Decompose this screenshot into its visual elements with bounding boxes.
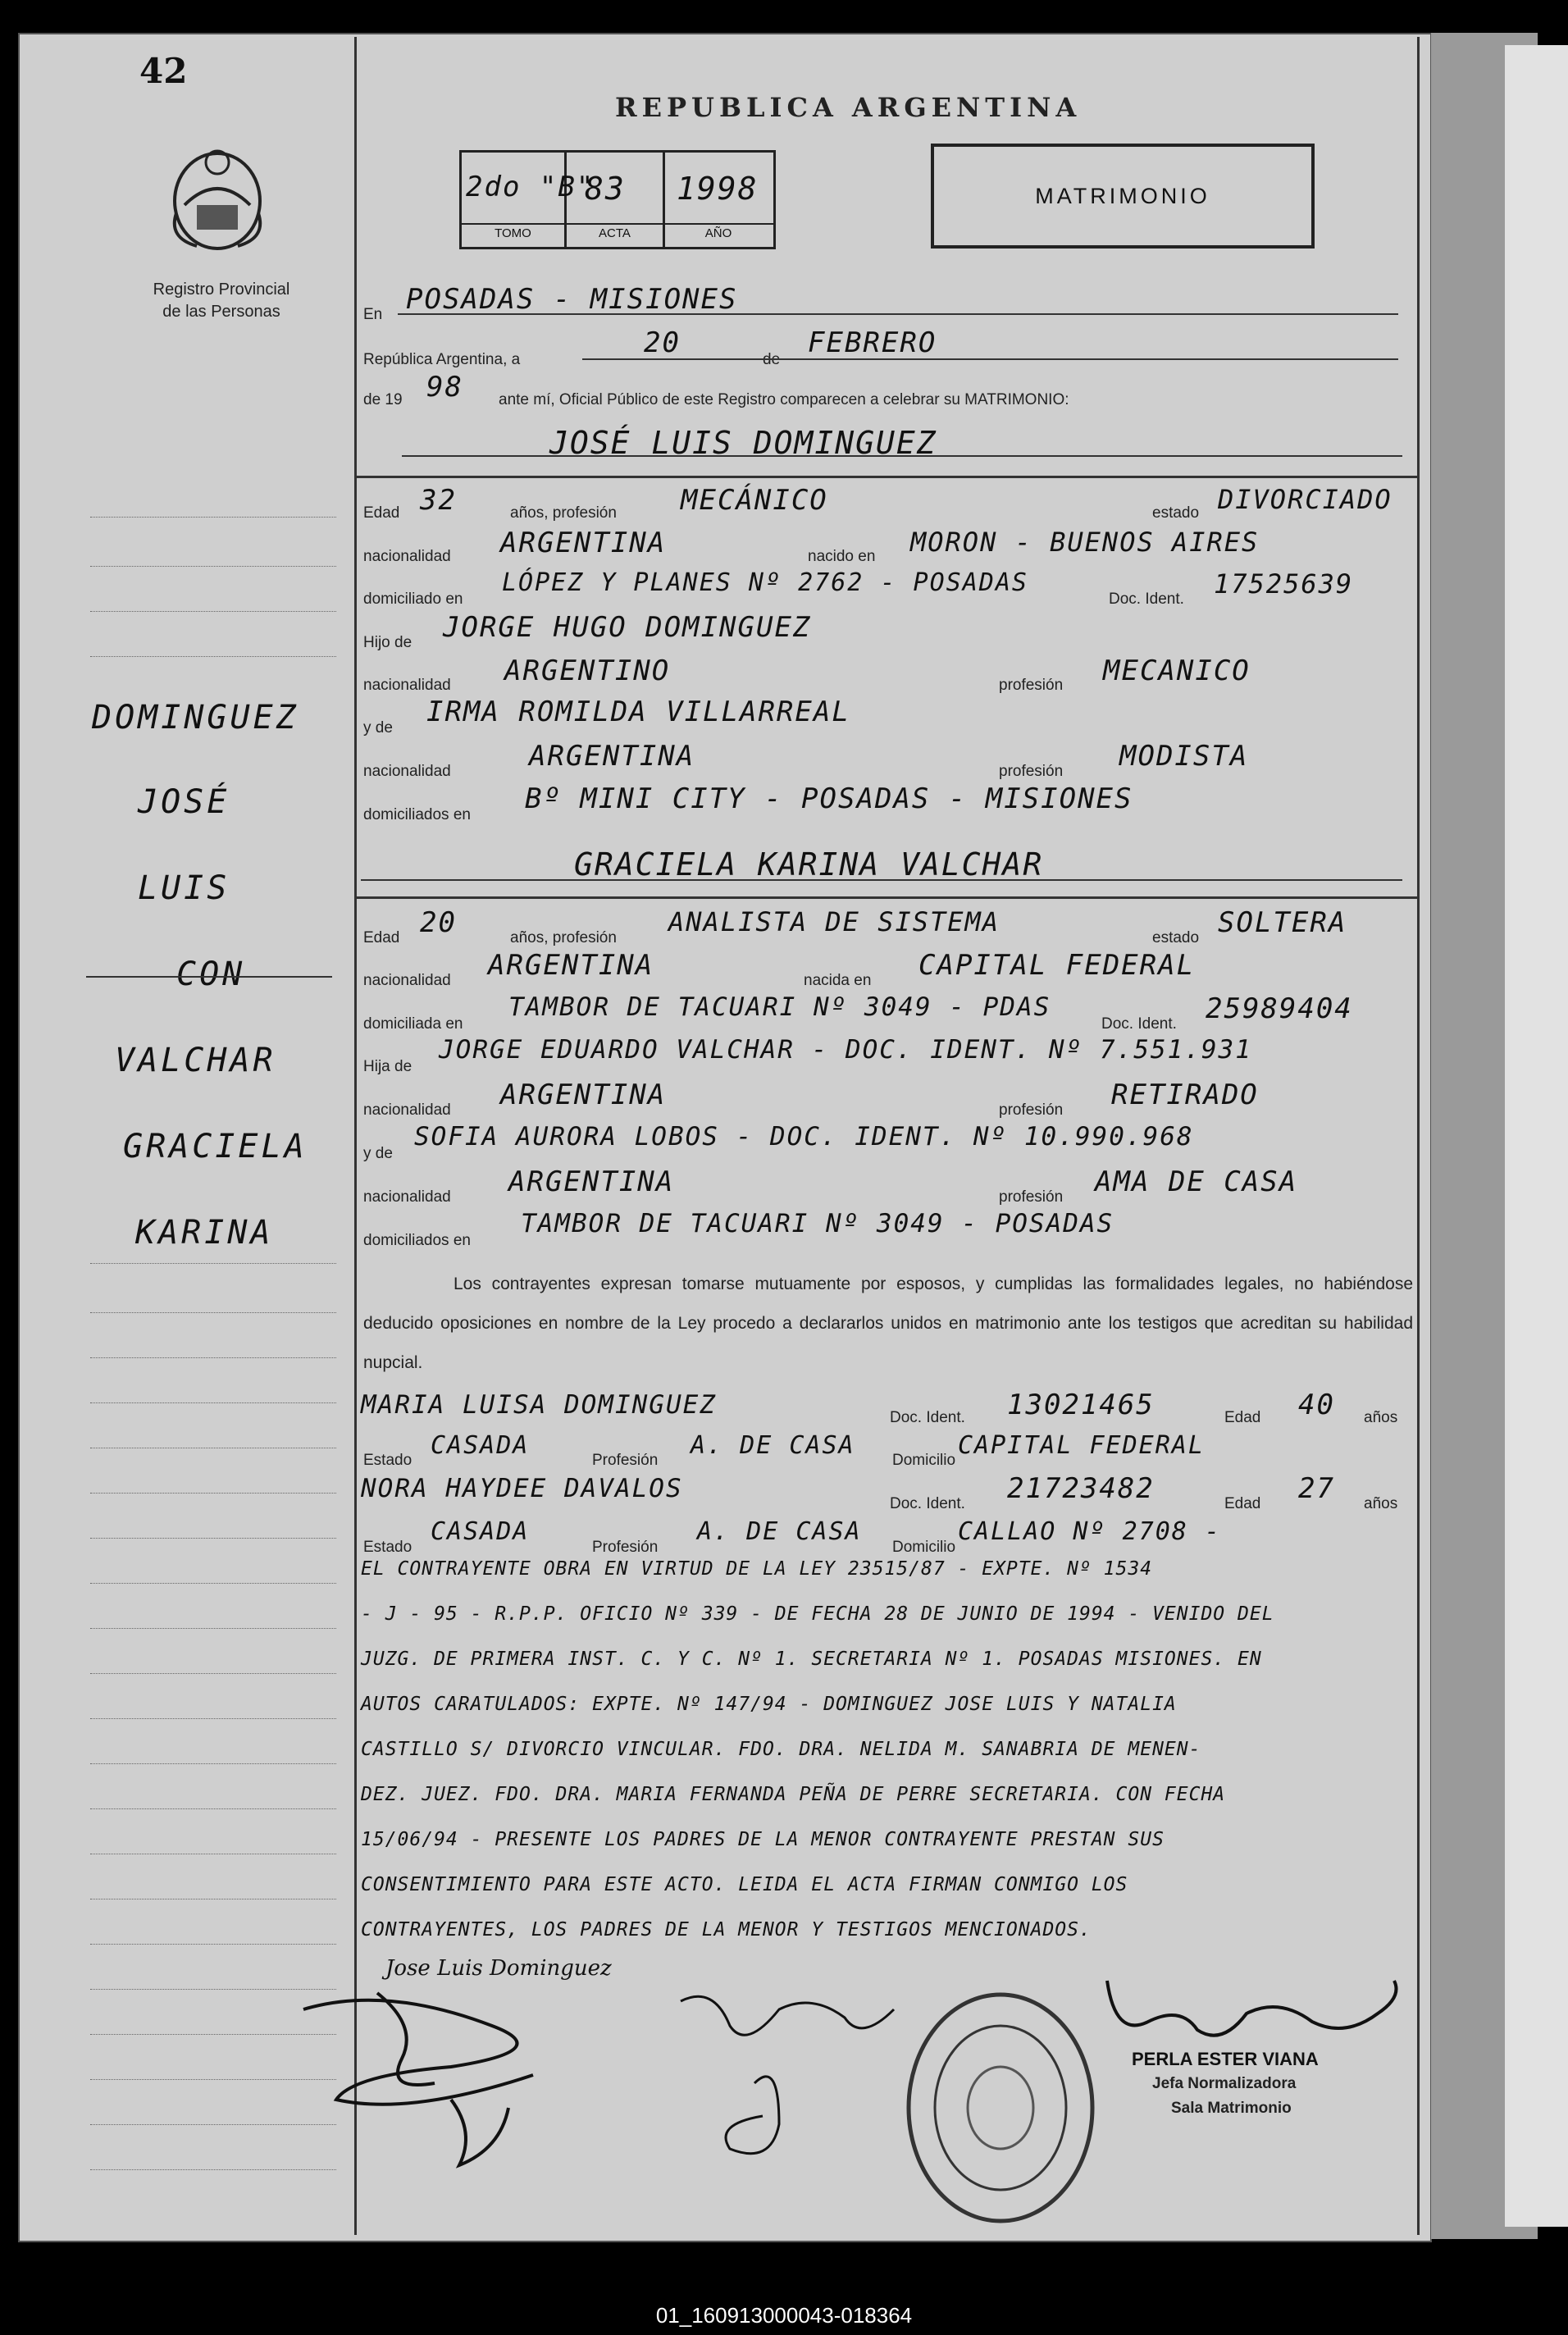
scan-id-caption: 01_160913000043-018364 bbox=[0, 2296, 1568, 2335]
note-line-1: EL CONTRAYENTE OBRA EN VIRTUD DE LA LEY 23515/87 - EXPTE. Nº 1534 bbox=[361, 1558, 1153, 1580]
bride-father-nationality: ARGENTINA bbox=[500, 1079, 667, 1111]
witness2-age: 27 bbox=[1298, 1472, 1335, 1505]
label-gmother-nacionalidad: nacionalidad bbox=[363, 763, 451, 780]
groom-father-profession: MECANICO bbox=[1103, 654, 1251, 687]
note-line-8: CONSENTIMIENTO PARA ESTE ACTO. LEIDA EL ACTA FIRMAN CONMIGO LOS bbox=[361, 1874, 1128, 1895]
label-republica: República Argentina, a bbox=[363, 351, 521, 368]
margin-name-7: KARINA bbox=[135, 1214, 274, 1252]
bride-birthplace: CAPITAL FEDERAL bbox=[918, 949, 1196, 982]
ano-value: 1998 bbox=[677, 171, 759, 207]
tomo-value: 2do "B" bbox=[466, 171, 595, 203]
label-gfather-profesion: profesión bbox=[999, 677, 1064, 694]
record-type-box bbox=[931, 144, 1315, 249]
witness1-status: CASADA bbox=[431, 1431, 530, 1460]
record-type: MATRIMONIO bbox=[1035, 184, 1210, 208]
label-bfather-nacionalidad: nacionalidad bbox=[363, 1101, 451, 1119]
label-w2-estado: Estado bbox=[363, 1539, 413, 1556]
acta-label: ACTA bbox=[599, 226, 631, 240]
acta-value: 83 bbox=[585, 171, 626, 207]
bride-mother-profession: AMA DE CASA bbox=[1095, 1165, 1298, 1198]
label-hija-de: Hija de bbox=[363, 1058, 413, 1075]
year-value: 98 bbox=[426, 371, 463, 404]
label-groom-profesion: años, profesión bbox=[510, 504, 617, 522]
groom-father-nationality: ARGENTINO bbox=[504, 654, 671, 687]
margin-name-4: CON bbox=[176, 955, 246, 993]
bride-name: GRACIELA KARINA VALCHAR bbox=[574, 846, 1044, 882]
groom-status: DIVORCIADO bbox=[1218, 484, 1393, 515]
bride-father-profession: RETIRADO bbox=[1111, 1079, 1259, 1111]
groom-domicile: LÓPEZ Y PLANES Nº 2762 - POSADAS bbox=[502, 568, 1028, 597]
registry-name bbox=[98, 279, 344, 323]
label-de-month: de bbox=[763, 351, 781, 368]
label-w1-anos: años bbox=[1364, 1409, 1398, 1426]
groom-father: JORGE HUGO DOMINGUEZ bbox=[443, 611, 812, 644]
label-groom-doc: Doc. Ident. bbox=[1109, 591, 1184, 608]
tomo-label: TOMO bbox=[495, 226, 531, 240]
label-groom-edad: Edad bbox=[363, 504, 400, 522]
label-gfather-nacionalidad: nacionalidad bbox=[363, 677, 451, 694]
coat-of-arms-icon bbox=[164, 139, 271, 254]
label-bparents-domicilio: domiciliados en bbox=[363, 1232, 471, 1249]
witness2-status: CASADA bbox=[431, 1517, 530, 1546]
groom-mother-profession: MODISTA bbox=[1119, 740, 1249, 773]
witness1-age: 40 bbox=[1298, 1389, 1335, 1421]
label-gmother-profesion: profesión bbox=[999, 763, 1064, 780]
label-w2-domicilio: Domicilio bbox=[892, 1539, 956, 1556]
groom-name-line bbox=[402, 455, 1402, 457]
bride-mother-nationality: ARGENTINA bbox=[508, 1165, 675, 1198]
label-groom-domicilio: domiciliado en bbox=[363, 591, 463, 608]
ano-label: AÑO bbox=[704, 226, 732, 240]
label-w1-profesion: Profesión bbox=[592, 1452, 659, 1469]
note-line-6: DEZ. JUEZ. FDO. DRA. MARIA FERNANDA PEÑA DE PERRE SECRETARIA. CON FECHA bbox=[361, 1784, 1226, 1805]
label-w2-profesion: Profesión bbox=[592, 1539, 659, 1556]
bride-mother: SOFIA AURORA LOBOS - DOC. IDENT. Nº 10.990.968 bbox=[414, 1122, 1194, 1152]
label-gparents-domicilio: domiciliados en bbox=[363, 806, 471, 823]
groom-mother-nationality: ARGENTINA bbox=[529, 740, 695, 773]
groom-parents-domicile: Bº MINI CITY - POSADAS - MISIONES bbox=[525, 782, 1133, 815]
margin-name-1: DOMINGUEZ bbox=[92, 699, 299, 737]
witness2-doc: 21723482 bbox=[1007, 1472, 1155, 1505]
label-bride-nacionalidad: nacionalidad bbox=[363, 972, 451, 989]
label-groom-estado: estado bbox=[1152, 504, 1200, 522]
margin-name-5: VALCHAR bbox=[115, 1042, 276, 1079]
label-bride-estado: estado bbox=[1152, 929, 1200, 946]
witness2-profession: A. DE CASA bbox=[697, 1517, 862, 1546]
groom-age: 32 bbox=[420, 484, 457, 517]
bride-father: JORGE EDUARDO VALCHAR - DOC. IDENT. Nº 7.551.931 bbox=[439, 1035, 1252, 1065]
registry-line-2: de las Personas bbox=[162, 303, 280, 321]
month-value: FEBRERO bbox=[808, 326, 937, 359]
page-number: 42 bbox=[139, 51, 188, 91]
note-line-5: CASTILLO S/ DIVORCIO VINCULAR. FDO. DRA. NELIDA M. SANABRIA DE MENEN- bbox=[361, 1739, 1201, 1760]
bride-section-rule bbox=[357, 896, 1419, 899]
label-w1-estado: Estado bbox=[363, 1452, 413, 1469]
country-title: REPUBLICA ARGENTINA bbox=[615, 92, 1082, 123]
day-value: 20 bbox=[644, 326, 681, 359]
label-groom-nacionalidad: nacionalidad bbox=[363, 548, 451, 565]
bride-status: SOLTERA bbox=[1218, 906, 1347, 939]
label-hijo-de: Hijo de bbox=[363, 634, 413, 651]
groom-section-rule bbox=[357, 476, 1419, 478]
label-gmother-yde: y de bbox=[363, 719, 393, 737]
label-bride-domicilio: domiciliada en bbox=[363, 1015, 463, 1033]
groom-name: JOSÉ LUIS DOMINGUEZ bbox=[549, 425, 937, 461]
margin-name-3: LUIS bbox=[138, 869, 230, 907]
bride-profession: ANALISTA DE SISTEMA bbox=[668, 906, 1001, 937]
label-bfather-profesion: profesión bbox=[999, 1101, 1064, 1119]
label-en: En bbox=[363, 306, 383, 323]
label-bride-doc: Doc. Ident. bbox=[1101, 1015, 1177, 1033]
margin-name-2: JOSÉ bbox=[138, 783, 230, 821]
margin-divider bbox=[354, 37, 357, 2235]
note-line-4: AUTOS CARATULADOS: EXPTE. Nº 147/94 - DOMINGUEZ JOSE LUIS Y NATALIA bbox=[361, 1694, 1177, 1715]
label-bmother-yde: y de bbox=[363, 1145, 393, 1162]
label-w2-edad: Edad bbox=[1224, 1495, 1261, 1512]
place-value: POSADAS - MISIONES bbox=[406, 283, 738, 316]
note-line-2: - J - 95 - R.P.P. OFICIO Nº 339 - DE FECHA 28 DE JUNIO DE 1994 - VENIDO DEL bbox=[361, 1603, 1274, 1625]
officer-title: Jefa Normalizadora bbox=[1152, 2075, 1297, 2092]
date-line bbox=[582, 358, 1398, 360]
officer-dept: Sala Matrimonio bbox=[1171, 2100, 1292, 2117]
right-border bbox=[1417, 37, 1420, 2235]
note-line-3: JUZG. DE PRIMERA INST. C. Y C. Nº 1. SECRETARIA Nº 1. POSADAS MISIONES. EN bbox=[361, 1649, 1262, 1670]
label-bride-nacida: nacida en bbox=[804, 972, 872, 989]
label-w1-doc: Doc. Ident. bbox=[890, 1409, 965, 1426]
box-rule bbox=[462, 223, 773, 225]
margin-name-6: GRACIELA bbox=[123, 1128, 308, 1165]
witness1-profession: A. DE CASA bbox=[691, 1431, 855, 1460]
note-line-7: 15/06/94 - PRESENTE LOS PADRES DE LA MENOR CONTRAYENTE PRESTAN SUS bbox=[361, 1829, 1165, 1850]
official-seal-icon bbox=[902, 1989, 1099, 2227]
groom-doc: 17525639 bbox=[1214, 568, 1354, 600]
groom-birthplace: MORON - BUENOS AIRES bbox=[910, 527, 1260, 558]
label-w2-anos: años bbox=[1364, 1495, 1398, 1512]
witness1-name: MARIA LUISA DOMINGUEZ bbox=[361, 1390, 717, 1420]
margin-con-line bbox=[86, 976, 332, 978]
witness1-doc: 13021465 bbox=[1007, 1389, 1155, 1421]
facing-page bbox=[1505, 45, 1568, 2227]
label-bride-edad: Edad bbox=[363, 929, 400, 946]
officer-name: PERLA ESTER VIANA bbox=[1132, 2049, 1319, 2069]
label-w1-edad: Edad bbox=[1224, 1409, 1261, 1426]
bride-doc: 25989404 bbox=[1206, 992, 1353, 1025]
label-w2-doc: Doc. Ident. bbox=[890, 1495, 965, 1512]
witness2-name: NORA HAYDEE DAVALOS bbox=[361, 1474, 683, 1503]
label-ante: ante mí, Oficial Público de este Registro comparecen a celebrar su MATRIMONIO: bbox=[499, 391, 1069, 408]
bride-parents-domicile: TAMBOR DE TACUARI Nº 3049 - POSADAS bbox=[521, 1209, 1114, 1238]
label-groom-nacido: nacido en bbox=[808, 548, 876, 565]
groom-profession: MECÁNICO bbox=[681, 484, 828, 517]
registry-line-1: Registro Provincial bbox=[153, 280, 290, 299]
bride-domicile: TAMBOR DE TACUARI Nº 3049 - PDAS bbox=[508, 992, 1051, 1022]
witness1-domicile: CAPITAL FEDERAL bbox=[958, 1431, 1205, 1460]
bride-name-line bbox=[361, 879, 1402, 881]
bride-age: 20 bbox=[420, 906, 457, 939]
witness2-domicile: CALLAO Nº 2708 - bbox=[958, 1517, 1221, 1546]
declaration-text: Los contrayentes expresan tomarse mutuamente por esposos, y cumplidas las formalidades legales, no habiéndose deducido oposiciones en nombre de la Ley procedo a declararlos unidos en matrimonio ante los testigos que acreditan su habilidad nupcial. bbox=[363, 1275, 1413, 1372]
bride-nationality: ARGENTINA bbox=[488, 949, 654, 982]
label-w1-domicilio: Domicilio bbox=[892, 1452, 956, 1469]
tomo-acta-box bbox=[459, 150, 776, 249]
label-bmother-nacionalidad: nacionalidad bbox=[363, 1188, 451, 1206]
officer-signature-scribble bbox=[1099, 1964, 1411, 2063]
label-bride-profesion: años, profesión bbox=[510, 929, 617, 946]
place-line bbox=[398, 313, 1398, 315]
note-line-9: CONTRAYENTES, LOS PADRES DE LA MENOR Y TESTIGOS MENCIONADOS. bbox=[361, 1919, 1092, 1941]
label-bmother-profesion: profesión bbox=[999, 1188, 1064, 1206]
groom-signature-caption: Jose Luis Dominguez bbox=[385, 1956, 612, 1981]
groom-nationality: ARGENTINA bbox=[500, 527, 667, 559]
label-de19: de 19 bbox=[363, 391, 403, 408]
groom-mother: IRMA ROMILDA VILLARREAL bbox=[426, 695, 850, 728]
